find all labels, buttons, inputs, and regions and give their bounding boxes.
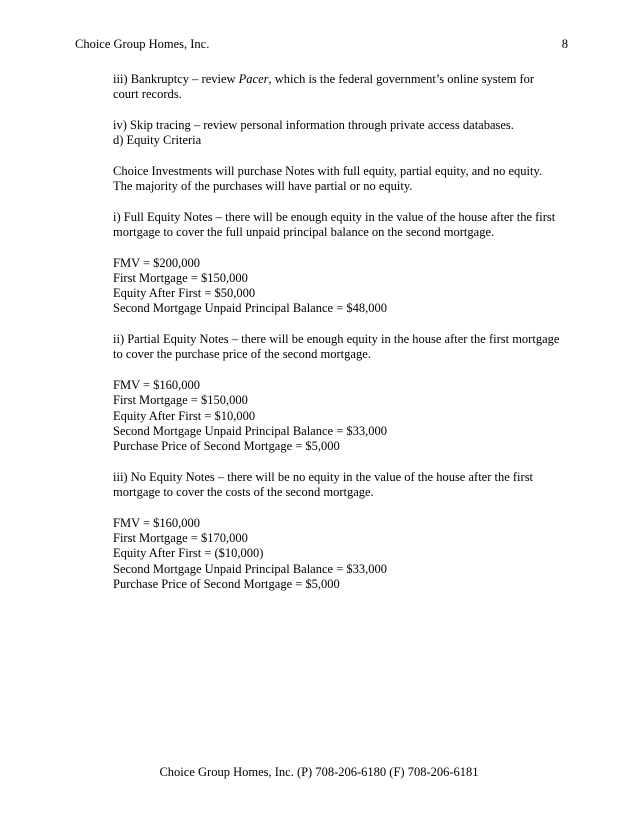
intro-line: The majority of the purchases will have partial or no equity. xyxy=(113,179,413,194)
partial-equity-description: to cover the purchase price of the second mortgage. xyxy=(113,347,371,362)
bankruptcy-item-line2: court records. xyxy=(113,87,182,102)
skip-tracing-item: iv) Skip tracing – review personal information through private access databases. xyxy=(113,117,514,132)
no-equity-second-balance: Second Mortgage Unpaid Principal Balance = $33,000 xyxy=(113,561,387,576)
full-equity-second-balance: Second Mortgage Unpaid Principal Balance = $48,000 xyxy=(113,301,387,316)
no-equity-fmv: FMV = $160,000 xyxy=(113,515,201,530)
header-company-name: Choice Group Homes, Inc. xyxy=(75,37,210,51)
bankruptcy-suffix: , which is the federal government’s online system for xyxy=(268,72,535,86)
bankruptcy-prefix: iii) Bankruptcy – review xyxy=(113,72,239,86)
pacer-term: Pacer xyxy=(238,72,269,86)
partial-equity-second-balance: Second Mortgage Unpaid Principal Balance = $33,000 xyxy=(113,423,387,438)
no-equity-equity-after-first: Equity After First = ($10,000) xyxy=(113,546,264,561)
bankruptcy-item xyxy=(113,72,578,87)
page-body xyxy=(113,72,578,592)
partial-equity-description: ii) Partial Equity Notes – there will be enough equity in the house after the first mortgage xyxy=(113,332,560,347)
partial-equity-purchase-price: Purchase Price of Second Mortgage = $5,000 xyxy=(113,439,340,454)
partial-equity-first-mortgage: First Mortgage = $150,000 xyxy=(113,393,248,408)
full-equity-first-mortgage: First Mortgage = $150,000 xyxy=(113,270,248,285)
full-equity-description: mortgage to cover the full unpaid principal balance on the second mortgage. xyxy=(113,224,495,239)
page-footer: Choice Group Homes, Inc. (P) 708-206-6180 (F) 708-206-6181 xyxy=(159,765,479,779)
no-equity-description: mortgage to cover the costs of the second mortgage. xyxy=(113,485,374,500)
full-equity-description: i) Full Equity Notes – there will be enough equity in the value of the house after the first xyxy=(113,209,556,224)
partial-equity-equity-after-first: Equity After First = $10,000 xyxy=(113,408,256,423)
page-number: 8 xyxy=(561,37,568,51)
full-equity-fmv: FMV = $200,000 xyxy=(113,255,201,270)
page-header xyxy=(75,37,568,53)
no-equity-purchase-price: Purchase Price of Second Mortgage = $5,000 xyxy=(113,576,340,591)
intro-line: Choice Investments will purchase Notes with full equity, partial equity, and no equity. xyxy=(113,163,543,178)
no-equity-first-mortgage: First Mortgage = $170,000 xyxy=(113,530,248,545)
full-equity-equity-after-first: Equity After First = $50,000 xyxy=(113,286,256,301)
equity-criteria-heading: d) Equity Criteria xyxy=(113,133,202,148)
no-equity-description: iii) No Equity Notes – there will be no equity in the value of the house after the first xyxy=(113,469,534,484)
partial-equity-fmv: FMV = $160,000 xyxy=(113,377,201,392)
